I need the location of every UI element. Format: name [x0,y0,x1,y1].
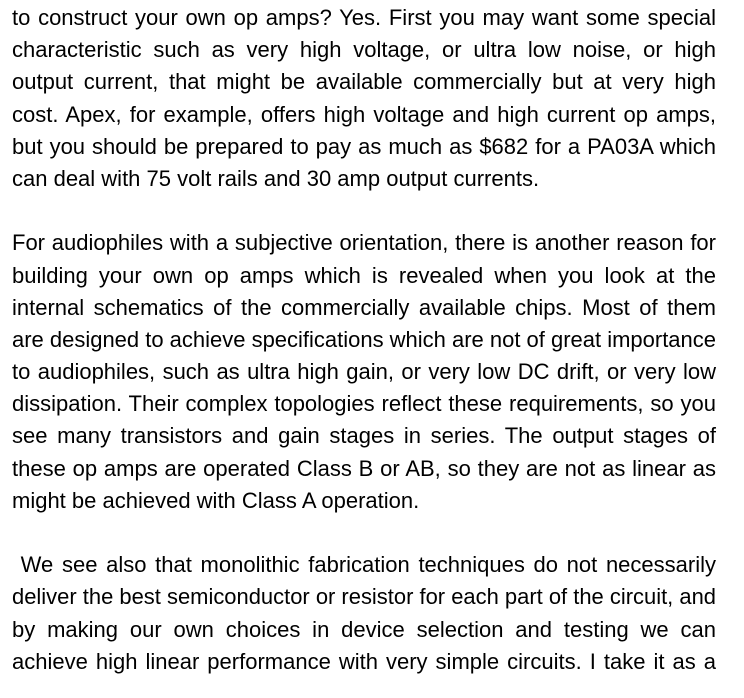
text-line: to construct your own op amps? Yes. First you may want some special [12,5,716,30]
text-line: We see also that monolithic fabrication techniques do not necessarily [12,552,716,578]
text-line: but you should be prepared to pay as much as $682 for a PA03A which [12,133,716,159]
paragraph-monolithic-fabrication [12,549,716,678]
paragraph-gap [12,195,716,227]
text-line: are designed to achieve specifications which are not of great importance [12,326,716,352]
document-page [12,2,716,678]
text-line: to audiophiles, such as ultra high gain, or very low DC drift, or very low [12,359,716,385]
paragraph-audiophile-reason [12,227,716,517]
text-line: these op amps are operated Class B or AB, so they are not as linear as [12,455,716,481]
text-line: For audiophiles with a subjective orientation, there is another reason for [12,230,716,256]
text-line: cost. Apex, for example, offers high voltage and high current op amps, [12,101,716,127]
text-line: see many transistors and gain stages in series. The output stages of [12,423,716,449]
text-line: might be achieved with Class A operation. [12,487,420,513]
text-line: output current, that might be available commercially but at very high [12,69,716,95]
text-line: building your own op amps which is revealed when you look at the [12,262,716,288]
text-line: achieve high linear performance with very simple circuits. I take it as a [12,648,716,674]
text-line: deliver the best semiconductor or resistor for each part of the circuit, and [12,584,717,610]
text-line: can deal with 75 volt rails and 30 amp output currents. [12,165,540,191]
text-line: characteristic such as very high voltage, or ultra low noise, or high [12,37,716,63]
text-line: by making our own choices in device selection and testing we can [12,616,716,642]
paragraph-custom-op-amp-cost [12,2,716,195]
text-line: dissipation. Their complex topologies reflect these requirements, so you [12,391,716,417]
text-line: internal schematics of the commercially available chips. Most of them [12,294,716,320]
paragraph-gap [12,517,716,549]
